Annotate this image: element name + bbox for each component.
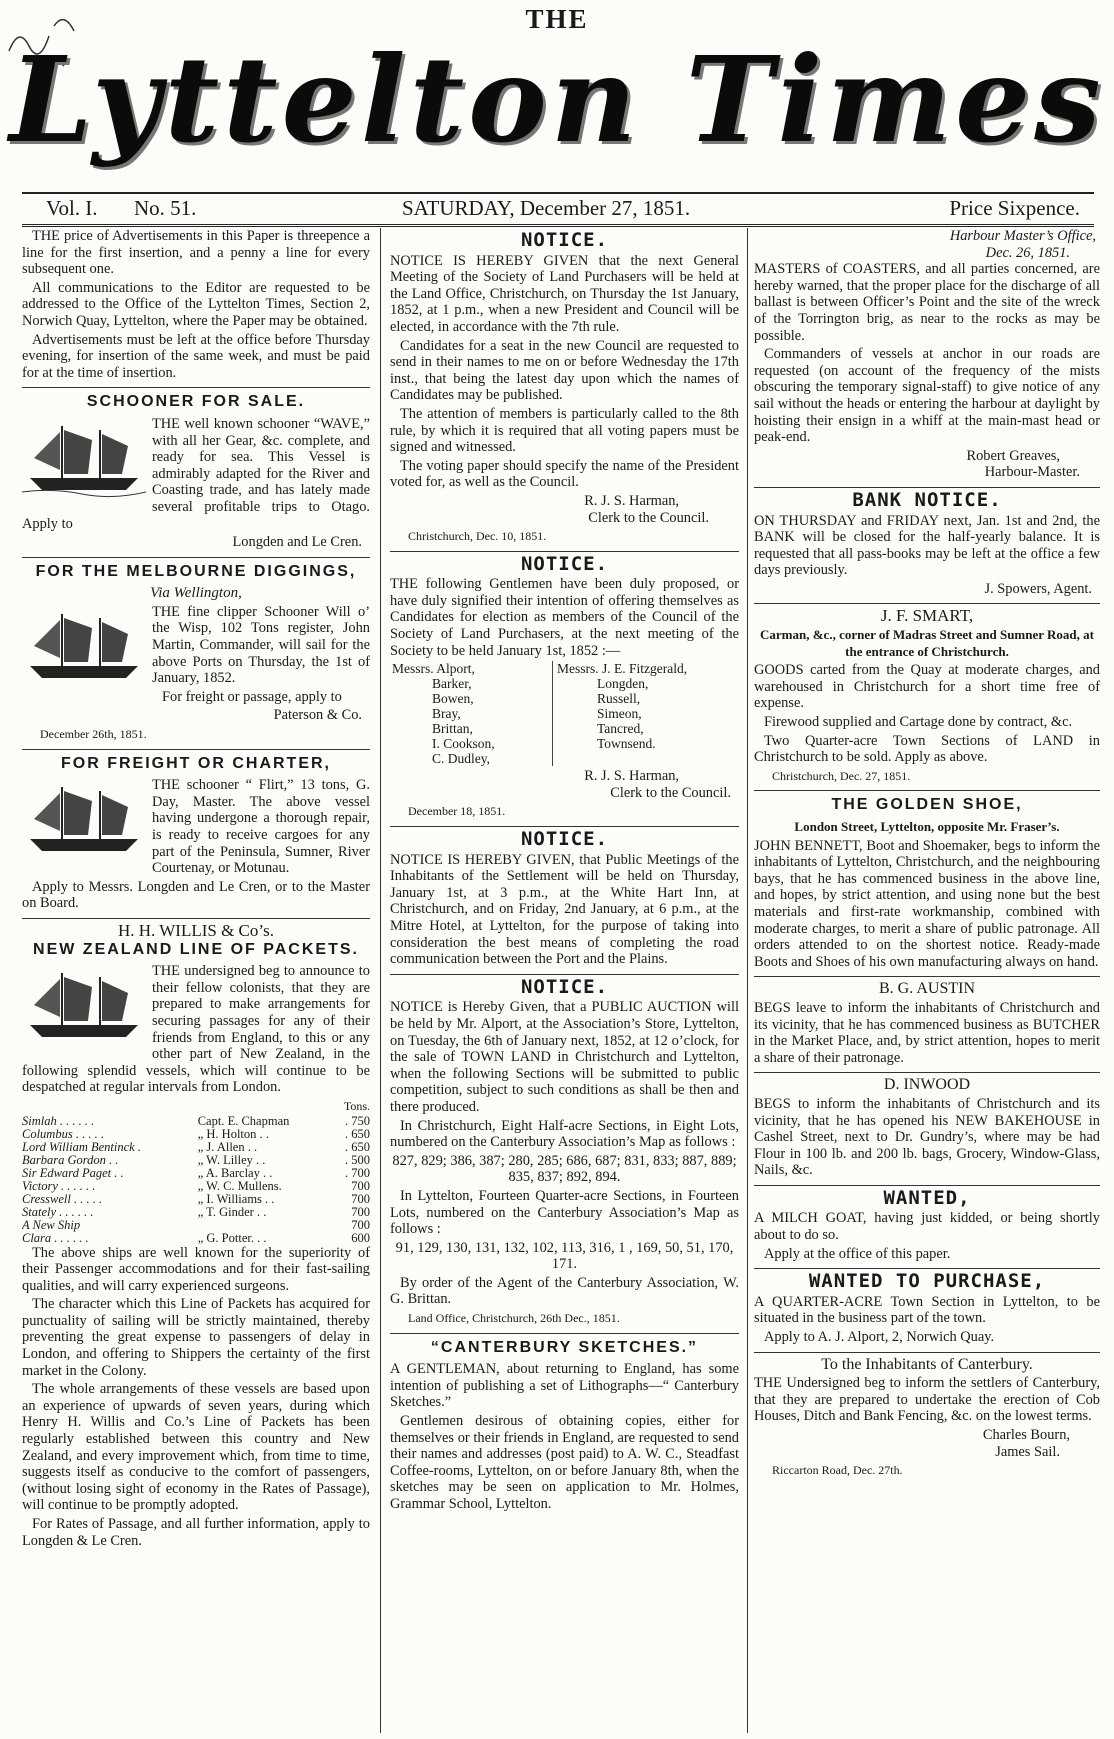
willis-para: The above ships are well known for the superiority of their Passenger accommodations and for their fast-sailing qualities, and will carry experienced surgeons. — [22, 1244, 370, 1294]
issue-number: No. 51. — [134, 196, 197, 220]
newspaper-title: Lyttelton Times — [9, 30, 1105, 169]
ship-tons: 600 — [351, 1230, 370, 1245]
notice1-para: The attention of members is particularly called to the 8th rule, by which it is required that all voting papers must be signed and witnessed. — [390, 405, 739, 456]
ship-name: Victory . . . . . . — [22, 1178, 96, 1193]
candidate-name: Longden, — [597, 676, 649, 692]
willis-body: THE undersigned beg to announce to their fellow colonists, that they are prepared to make arrangements for securing passages for any of their friends from England, to this or any other part of New Zealand, in the following splendid vessels, which will continue to be despatched at regular intervals from London. — [22, 963, 370, 1096]
inwood-para: BEGS to inform the inhabitants of Christchurch and its vicinity, that he has opened his NEW BAKEHOUSE in Cashel Street, next to Dr. Gundry’s, where may be had Flour in 100 lb. and 200 lb. bags, Grocery, Window-Glass, Nails, &c. — [754, 1095, 1100, 1179]
divider — [754, 1352, 1100, 1353]
willis-para: For Rates of Passage, and all further information, apply to Longden & Le Cren. — [22, 1516, 370, 1549]
notice4-date: Land Office, Christchurch, 26th Dec., 1851. — [408, 1311, 620, 1326]
schooner-signature: Longden and Le Cren. — [232, 534, 362, 551]
candidate-name: Russell, — [597, 691, 641, 707]
divider — [754, 1072, 1100, 1073]
candidate-name: Bray, — [432, 706, 461, 722]
inwood-heading: D. INWOOD — [883, 1076, 971, 1094]
notice4-para: In Christchurch, Eight Half-acre Sections, in Eight Lots, numbered on the Canterbury Association’s Map as follows : — [390, 1117, 739, 1151]
candidate-name: Messrs. Alport, — [392, 661, 475, 677]
ship-tons: . 700 — [345, 1165, 370, 1180]
intro-para: All communications to the Editor are requested to be addressed to the Office of the Lyttelton Times, Section 2, Norwich Quay, Lyttelton, where the Paper may be obtained. — [22, 279, 370, 329]
candidate-name: Tancred, — [597, 721, 644, 737]
fleet-row — [22, 1154, 370, 1167]
divider — [754, 790, 1100, 791]
smart-date: Christchurch, Dec. 27, 1851. — [772, 768, 911, 783]
melbourne-date: December 26th, 1851. — [40, 727, 147, 742]
sketches-para: A GENTLEMAN, about returning to England, has some intention of publishing a set of Lithographs—“ Canterbury Sketches.” — [390, 1361, 739, 1411]
ship-captain: „ T. Ginder . . — [197, 1204, 267, 1219]
candidate-name: Barker, — [432, 676, 472, 692]
fleet-row — [22, 1128, 370, 1141]
column-rule — [747, 228, 748, 1733]
flirt-body: THE schooner “ Flirt,” 13 tons, G. Day, Master. The above vessel having undergone a thorough repair, is ready to receive cargoes for any part of the Peninsula, Sumner, River Courtenay, or Motunau. — [152, 777, 370, 877]
column-1 — [22, 228, 370, 1733]
sketches-para: Gentlemen desirous of obtaining copies, either for themselves or their friends in England, are requested to send their names and addresses (post paid) to A. W. C., Steadfast Coffee-rooms, Lyttelton, on or before January 8th, when the sketches may be seen on application to Mr. Holmes, Grammar School, Lyttelton. — [390, 1413, 739, 1512]
price: Price Sixpence. — [949, 196, 1080, 220]
fleet-row — [22, 1141, 370, 1154]
ship-tons: 700 — [351, 1178, 370, 1193]
column-3 — [754, 228, 1100, 1733]
notice1-para: NOTICE IS HEREBY GIVEN that the next General Meeting of the Society of Land Purchasers will be held at the Land Office, Christchurch, on Thursday the 1st January, 1852, at 1 p.m., when a new President and Council will be elected, in accordance with the 7th rule. — [390, 252, 739, 335]
wanted-heading: WANTED, — [883, 1186, 971, 1209]
divider — [754, 487, 1100, 488]
ship-tons: 700 — [351, 1204, 370, 1219]
ship-icon — [22, 606, 146, 688]
ship-icon — [22, 965, 146, 1047]
column-rule — [380, 228, 381, 1733]
smart-sub: Carman, &c., corner of Madras Street and Sumner Road, at the entrance of Christchurch. — [760, 627, 1094, 659]
ship-tons: . 650 — [345, 1139, 370, 1154]
ship-tons: . 750 — [345, 1113, 370, 1128]
wanted-para: A MILCH GOAT, having just kidded, or being shortly about to do so. — [754, 1210, 1100, 1244]
divider — [390, 826, 739, 827]
notice-heading: NOTICE. — [520, 828, 609, 851]
candidate-name: I. Cookson, — [432, 736, 495, 752]
ship-tons: 700 — [351, 1191, 370, 1206]
notice2-para: THE following Gentlemen have been duly proposed, or have duly signified their intention of offering themselves as Candidates for election as members of the Council of the Society of Land Purchasers, at the next meeting of the Society to be held January 1st, 1852 :— — [390, 576, 739, 659]
ship-name: Sir Edward Paget . . — [22, 1165, 124, 1180]
bank-para: ON THURSDAY and FRIDAY next, Jan. 1st and 2nd, the BANK will be closed for the half-yearly balance. It is requested that all pass-books may be left at the office a few days previously. — [754, 512, 1100, 579]
notice2-signature-title: Clerk to the Council. — [610, 784, 731, 801]
fleet-row — [22, 1193, 370, 1206]
notice1-signature: R. J. S. Harman, — [584, 492, 679, 509]
canterbury-para: THE Undersigned beg to inform the settlers of Canterbury, that they are prepared to undertake the erection of Cob Houses, Ditch and Bank Fencing, &c. on the lowest terms. — [754, 1375, 1100, 1425]
notice1-para: Candidates for a seat in the new Council are requested to send in their names to me on or before Wednesday the 17th inst., that being the latest day upon which the names of Candidates may be published. — [390, 337, 739, 404]
masthead — [0, 0, 1114, 190]
austin-heading: B. G. AUSTIN — [878, 980, 975, 998]
ship-captain: „ A. Barclay . . — [197, 1165, 273, 1180]
divider — [754, 603, 1100, 604]
melbourne-freight: For freight or passage, apply to — [162, 688, 342, 705]
candidate-names — [390, 661, 739, 766]
canterbury-signature: James Sail. — [995, 1443, 1060, 1460]
bank-heading: BANK NOTICE. — [852, 488, 1002, 511]
fleet-row — [22, 1180, 370, 1193]
shoe-heading: THE GOLDEN SHOE, — [831, 796, 1023, 814]
masthead-the: THE — [525, 4, 589, 34]
divider — [390, 1333, 739, 1334]
candidate-name: Bowen, — [432, 691, 474, 707]
ship-tons: 700 — [351, 1217, 370, 1232]
sketches-heading: “CANTERBURY SKETCHES.” — [430, 1338, 699, 1356]
candidate-name: C. Dudley, — [432, 751, 490, 767]
divider — [22, 387, 370, 388]
willis-heading: H. H. WILLIS & Co’s. — [118, 920, 274, 940]
notice4-para: By order of the Agent of the Canterbury Association, W. G. Brittan. — [390, 1274, 739, 1308]
divider — [390, 551, 739, 552]
issue-date: SATURDAY, December 27, 1851. — [402, 196, 691, 220]
column-2 — [390, 228, 739, 1733]
harbour-signature: Robert Greaves, — [966, 447, 1060, 464]
ship-tons: . 650 — [345, 1126, 370, 1141]
shoe-para: JOHN BENNETT, Boot and Shoemaker, begs to inform the inhabitants of Lyttelton, Christchurch, and the neighbouring bays, that he has commenced business in the above line, and hopes, by strict attention, and using none but the best materials and first-rate workmanship, combined with moderate charges, to merit a share of public patronage. All orders attended to on the shortest notice. Ready-made Boots and Shoes of his own manufacturing always on hand. — [754, 837, 1100, 970]
candidate-name: Townsend. — [597, 736, 656, 752]
ship-tons: . 500 — [345, 1152, 370, 1167]
shoe-sub: London Street, Lyttelton, opposite Mr. Fraser’s. — [794, 819, 1060, 834]
notice1-para: The voting paper should specify the name of the President voted for, as well as the Council. — [390, 457, 739, 491]
ship-name: Columbus . . . . . — [22, 1126, 104, 1141]
willis-para: The character which this Line of Packets has acquired for punctuality of sailing will be strictly maintained, thereby preventing the great expense to passengers of delay in London, and offering to Shippers the certainty of the first market in the Colony. — [22, 1296, 370, 1379]
ship-name: Clara . . . . . . — [22, 1230, 89, 1245]
ship-name: A New Ship — [22, 1217, 81, 1232]
melbourne-heading: FOR THE MELBOURNE DIGGINGS, — [35, 562, 357, 580]
notice4-para: In Lyttelton, Fourteen Quarter-acre Sections, in Fourteen Lots, numbered on the Canterbury Association’s Map as follows : — [390, 1187, 739, 1238]
ship-name: Simlah . . . . . . — [22, 1113, 95, 1128]
purchase-para: Apply to A. J. Alport, 2, Norwich Quay. — [764, 1329, 995, 1346]
harbour-date: Dec. 26, 1851. — [985, 244, 1070, 261]
melbourne-sub: Via Wellington, — [150, 585, 242, 602]
notice-heading: NOTICE. — [520, 229, 609, 251]
lyttelton-sections: 91, 129, 130, 131, 132, 102, 113, 316, 1 , 169, 50, 51, 170, 171. — [395, 1239, 734, 1273]
notice2-date: December 18, 1851. — [408, 804, 506, 819]
canterbury-date: Riccarton Road, Dec. 27th. — [772, 1463, 903, 1478]
divider — [22, 749, 370, 750]
notice-heading: NOTICE. — [520, 552, 609, 575]
tons-label: Tons. — [343, 1098, 370, 1113]
willis-subheading: NEW ZEALAND LINE OF PACKETS. — [33, 940, 359, 958]
harbour-para: MASTERS of COASTERS, and all parties concerned, are hereby warned, that the proper place for the discharge of all ballast is between Officer’s Point and the site of the wreck of the Torrington brig, as near to the rocks as may be possible. — [754, 261, 1100, 344]
ship-name: Cresswell . . . . . — [22, 1191, 103, 1206]
ship-name: Stately . . . . . . — [22, 1204, 94, 1219]
divider — [754, 976, 1100, 977]
fleet-row — [22, 1206, 370, 1219]
fleet-row — [22, 1219, 370, 1232]
divider — [754, 1185, 1100, 1186]
fleet-table — [22, 1115, 370, 1245]
smart-para: Firewood supplied and Cartage done by contract, &c. — [764, 714, 1073, 731]
notice-heading: NOTICE. — [520, 975, 609, 998]
candidate-name: Brittan, — [432, 721, 473, 737]
ship-icon — [22, 418, 146, 500]
divider — [22, 557, 370, 558]
ship-captain: Capt. E. Chapman — [197, 1113, 290, 1128]
smart-para: Two Quarter-acre Town Sections of LAND in Christchurch to be sold. Apply as above. — [754, 732, 1100, 766]
ship-captain: „ I. Williams . . — [197, 1191, 275, 1206]
bank-signature: J. Spowers, Agent. — [984, 580, 1092, 597]
notice3-para: NOTICE IS HEREBY GIVEN, that Public Meetings of the Inhabitants of the Settlement will be held on Thursday, January 1st, at 3 p.m., at the White Hart Inn, at Christchurch, and on Friday, 2nd January, at 6 p.m., at the Mitre Hotel, at Lyttelton, for the purpose of taking into consideration the best means of completing the road communication between the Port and the Plains. — [390, 851, 739, 968]
canterbury-heading: To the Inhabitants of Canterbury. — [821, 1355, 1033, 1373]
harbour-office: Harbour Master’s Office, — [949, 228, 1096, 244]
ship-captain: „ J. Allen . . — [197, 1139, 258, 1154]
ship-captain — [198, 1219, 333, 1232]
intro-para: Advertisements must be left at the office before Thursday evening, for insertion of the same week, and must be paid for at the time of insertion. — [22, 331, 370, 381]
ship-name: Lord William Bentinck . — [22, 1139, 141, 1154]
notice4-para: NOTICE is Hereby Given, that a PUBLIC AUCTION will be held by Mr. Alport, at the Association’s Store, Lyttelton, on Tuesday, the 6th of January next, 1852, at 12 o’clock, for the sale of TOWN LAND in Christchurch and Lyttelton, when the following Sections will be submitted to public competition, subject to such conditions as shall be then and there produced. — [390, 999, 739, 1115]
canterbury-signature: Charles Bourn, — [982, 1427, 1070, 1443]
intro-para: THE price of Advertisements in this Paper is threepence a line for the first insertion, and a penny a line for every subsequent one. — [22, 228, 370, 278]
ship-name: Barbara Gordon . . — [22, 1152, 119, 1167]
divider — [754, 1268, 1100, 1269]
notice2-signature: R. J. S. Harman, — [584, 768, 679, 785]
ship-captain: „ W. C. Mullens. — [197, 1178, 282, 1193]
purchase-heading: WANTED TO PURCHASE, — [808, 1270, 1046, 1293]
flirt-heading: FOR FREIGHT OR CHARTER, — [61, 754, 331, 772]
candidate-name: Messrs. J. E. Fitzgerald, — [557, 661, 688, 677]
candidate-name: Simeon, — [597, 706, 642, 722]
austin-para: BEGS leave to inform the inhabitants of Christchurch and its vicinity, that he has commenced business as BUTCHER in the Market Place, and, by strict attention, hopes to merit a share of their patronage. — [754, 999, 1100, 1066]
purchase-para: A QUARTER-ACRE Town Section in Lyttelton, to be situated in the business part of the town. — [754, 1293, 1100, 1327]
melbourne-signature: Paterson & Co. — [273, 707, 362, 724]
divider — [390, 974, 739, 975]
ship-icon — [22, 779, 146, 861]
harbour-para: Commanders of vessels at anchor in our roads are requested (on account of the frequency of the mists obscuring the temporary signal-staff) to give notice of any sail without the heads or entering the harbour at daylight by hoisting their ensign in a whiff at the main-mast head or peak-end. — [754, 346, 1100, 446]
christchurch-sections: 827, 829; 386, 387; 280, 285; 686, 687; 831, 833; 887, 889; 835, 837; 892, 894. — [392, 1152, 737, 1186]
fleet-row — [22, 1115, 370, 1128]
schooner-body: THE well known schooner “WAVE,” with all her Gear, &c. complete, and ready for sea. This Vessel is admirably adapted for the River and Coasting trade, and has lately made several profitable trips to Otago. Apply to — [22, 415, 370, 532]
smart-heading: J. F. SMART, — [880, 606, 974, 626]
volume: Vol. I. — [46, 196, 98, 220]
ship-captain: „ G. Potter. . . — [197, 1230, 267, 1245]
fleet-row — [22, 1167, 370, 1180]
fleet-row — [22, 1232, 370, 1245]
melbourne-body: THE fine clipper Schooner Will o’ the Wisp, 102 Tons register, John Martin, Commander, will sail for the above Ports on Thursday, the 1st of January, 1852. — [152, 603, 370, 687]
notice1-signature-title: Clerk to the Council. — [588, 509, 709, 526]
harbour-signature-title: Harbour-Master. — [984, 464, 1080, 481]
ship-captain: „ H. Holton . . — [197, 1126, 269, 1141]
flirt-apply: Apply to Messrs. Longden and Le Cren, or to the Master on Board. — [22, 878, 370, 912]
notice1-date: Christchurch, Dec. 10, 1851. — [408, 529, 547, 544]
divider — [22, 918, 370, 919]
smart-para: GOODS carted from the Quay at moderate charges, and warehoused in Christchurch for a short time free of expense. — [754, 662, 1100, 712]
willis-para: The whole arrangements of these vessels are based upon an experience of upwards of seven years, during which Henry H. Willis and Co.’s Line of Packets has been regularly established between this country and New Zealand, and every improvement which, from time to time, suggests itself as conducive to the comfort of passengers, (without losing sight of economy in the Rates of Passage), will continue to be promptly adopted. — [22, 1381, 370, 1514]
schooner-heading: SCHOONER FOR SALE. — [86, 393, 306, 411]
issue-info-bar — [22, 192, 1094, 227]
ship-captain: „ W. Lilley . . — [197, 1152, 266, 1167]
wanted-para: Apply at the office of this paper. — [764, 1245, 951, 1262]
